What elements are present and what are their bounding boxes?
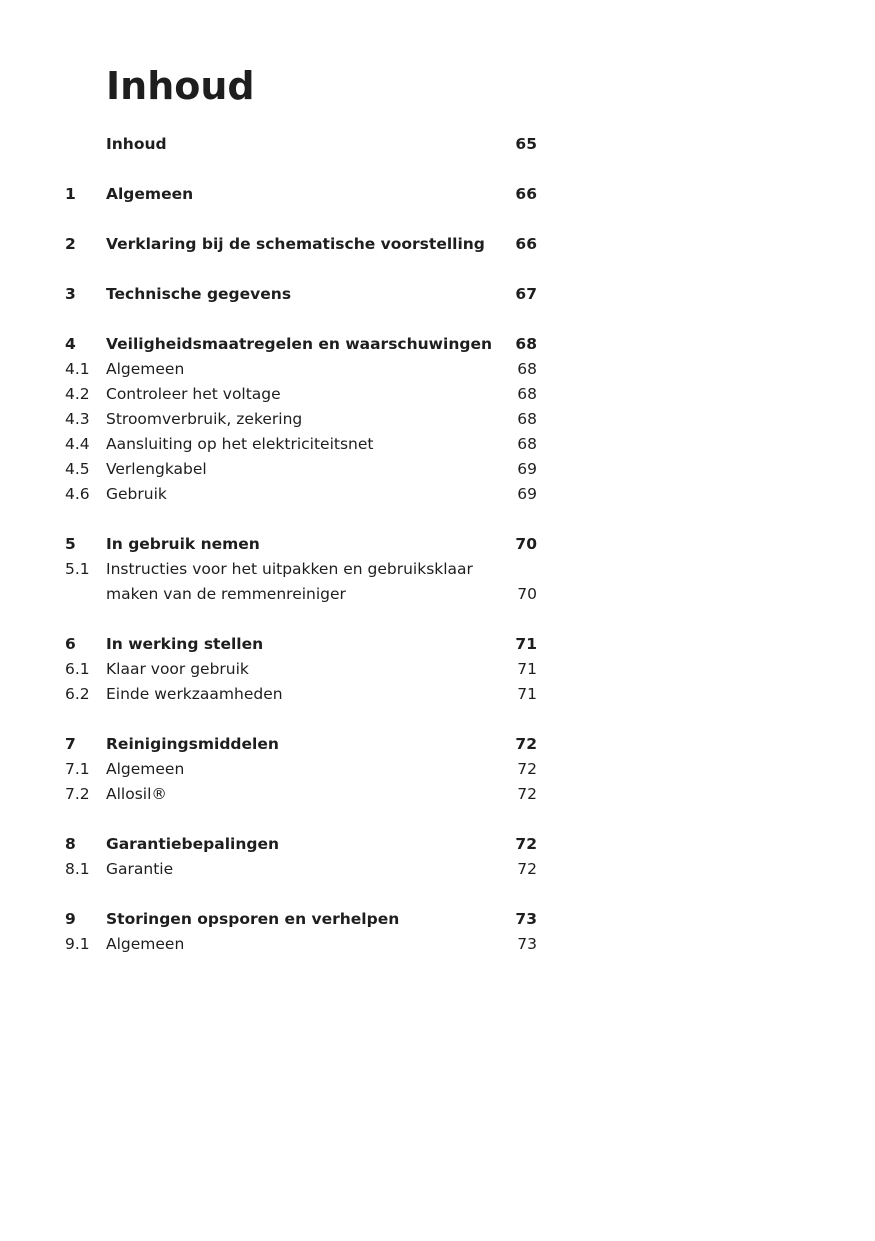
toc-entry-page: 70 <box>515 535 537 553</box>
toc-entry-title: Algemeen <box>106 360 185 378</box>
toc-entry-number: 7 <box>65 735 76 753</box>
toc-entry-page: 71 <box>515 635 537 653</box>
toc-entry-number: 6.2 <box>65 685 90 703</box>
toc-entry-title: Veiligheidsmaatregelen en waarschuwingen <box>106 335 492 353</box>
toc-entry-title: Algemeen <box>106 185 194 203</box>
toc-entry-title: Stroomverbruik, zekering <box>106 410 303 428</box>
toc-entry[interactable] <box>0 132 875 157</box>
toc-entry-page: 68 <box>515 335 537 353</box>
toc-entry-title: Klaar voor gebruik <box>106 660 249 678</box>
toc-entry-page: 69 <box>517 485 537 503</box>
toc-entry[interactable] <box>0 282 875 307</box>
toc-entry[interactable] <box>0 657 875 682</box>
toc-entry-page: 71 <box>517 660 537 678</box>
toc-entry[interactable] <box>0 407 875 432</box>
toc-entry-page: 70 <box>517 585 537 603</box>
page-title: Inhoud <box>106 64 255 108</box>
toc-entry[interactable] <box>0 582 875 607</box>
toc-entry-number: 4 <box>65 335 76 353</box>
toc-entry-title: Storingen opsporen en verhelpen <box>106 910 400 928</box>
toc-entry-page: 67 <box>515 285 537 303</box>
toc-entry[interactable] <box>0 932 875 957</box>
toc-entry-page: 72 <box>517 785 537 803</box>
toc-entry-page: 68 <box>517 410 537 428</box>
toc-entry-page: 72 <box>517 760 537 778</box>
toc-entry[interactable] <box>0 457 875 482</box>
toc-entry-title: Algemeen <box>106 935 185 953</box>
toc-entry-page: 72 <box>515 835 537 853</box>
toc-entry-page: 73 <box>515 910 537 928</box>
toc-entry[interactable] <box>0 332 875 357</box>
toc-entry[interactable] <box>0 682 875 707</box>
toc-entry-title: maken van de remmenreiniger <box>106 585 346 603</box>
toc-entry[interactable] <box>0 482 875 507</box>
toc-entry-number: 4.2 <box>65 385 90 403</box>
toc-entry-page: 72 <box>515 735 537 753</box>
toc-entry[interactable] <box>0 232 875 257</box>
toc-entry-page: 68 <box>517 435 537 453</box>
toc-entry-title: Einde werkzaamheden <box>106 685 283 703</box>
toc-entry[interactable] <box>0 432 875 457</box>
toc-entry-number: 5.1 <box>65 560 90 578</box>
toc-entry-number: 4.1 <box>65 360 90 378</box>
toc-entry-number: 2 <box>65 235 76 253</box>
toc-entry-title: Controleer het voltage <box>106 385 281 403</box>
toc-entry-number: 7.1 <box>65 760 90 778</box>
toc-entry-title: Instructies voor het uitpakken en gebruiksklaar <box>106 560 473 578</box>
toc-entry-number: 9.1 <box>65 935 90 953</box>
toc-entry-title: Garantie <box>106 860 174 878</box>
toc-entry-number: 7.2 <box>65 785 90 803</box>
toc-entry-number: 1 <box>65 185 76 203</box>
toc-entry-number: 4.3 <box>65 410 90 428</box>
toc-entry-title: In gebruik nemen <box>106 535 260 553</box>
table-of-contents <box>0 132 875 957</box>
toc-entry-number: 9 <box>65 910 76 928</box>
toc-entry-number: 3 <box>65 285 76 303</box>
toc-entry[interactable] <box>0 357 875 382</box>
toc-entry-title: Technische gegevens <box>106 285 292 303</box>
toc-entry[interactable] <box>0 532 875 557</box>
toc-entry-number: 4.4 <box>65 435 90 453</box>
toc-entry-title: Algemeen <box>106 760 185 778</box>
toc-entry-number: 4.6 <box>65 485 90 503</box>
toc-entry-page: 66 <box>515 185 537 203</box>
toc-entry-number: 6.1 <box>65 660 90 678</box>
toc-entry[interactable] <box>0 832 875 857</box>
toc-entry[interactable] <box>0 732 875 757</box>
toc-entry[interactable] <box>0 757 875 782</box>
toc-entry-page: 68 <box>517 360 537 378</box>
toc-entry-number: 6 <box>65 635 76 653</box>
toc-entry-number: 8.1 <box>65 860 90 878</box>
toc-entry[interactable] <box>0 857 875 882</box>
toc-entry-page: 68 <box>517 385 537 403</box>
toc-entry[interactable] <box>0 632 875 657</box>
toc-entry[interactable] <box>0 782 875 807</box>
toc-entry-title: Verklaring bij de schematische voorstelling <box>106 235 485 253</box>
toc-entry-number: 5 <box>65 535 76 553</box>
toc-entry-title: Verlengkabel <box>106 460 207 478</box>
toc-entry-number: 8 <box>65 835 76 853</box>
toc-entry-title: Garantiebepalingen <box>106 835 280 853</box>
toc-entry-title: In werking stellen <box>106 635 264 653</box>
toc-entry-page: 71 <box>517 685 537 703</box>
toc-entry-title: Allosil® <box>106 785 167 803</box>
toc-entry-page: 69 <box>517 460 537 478</box>
toc-entry-page: 72 <box>517 860 537 878</box>
toc-entry-title: Aansluiting op het elektriciteitsnet <box>106 435 374 453</box>
toc-entry[interactable] <box>0 382 875 407</box>
toc-entry-page: 66 <box>515 235 537 253</box>
toc-entry-title: Gebruik <box>106 485 167 503</box>
toc-entry-page: 65 <box>515 135 537 153</box>
toc-entry-title: Inhoud <box>106 135 167 153</box>
toc-entry-title: Reinigingsmiddelen <box>106 735 279 753</box>
toc-entry-number: 4.5 <box>65 460 90 478</box>
toc-entry[interactable] <box>0 557 875 582</box>
toc-entry[interactable] <box>0 907 875 932</box>
toc-entry-page: 73 <box>517 935 537 953</box>
toc-entry[interactable] <box>0 182 875 207</box>
